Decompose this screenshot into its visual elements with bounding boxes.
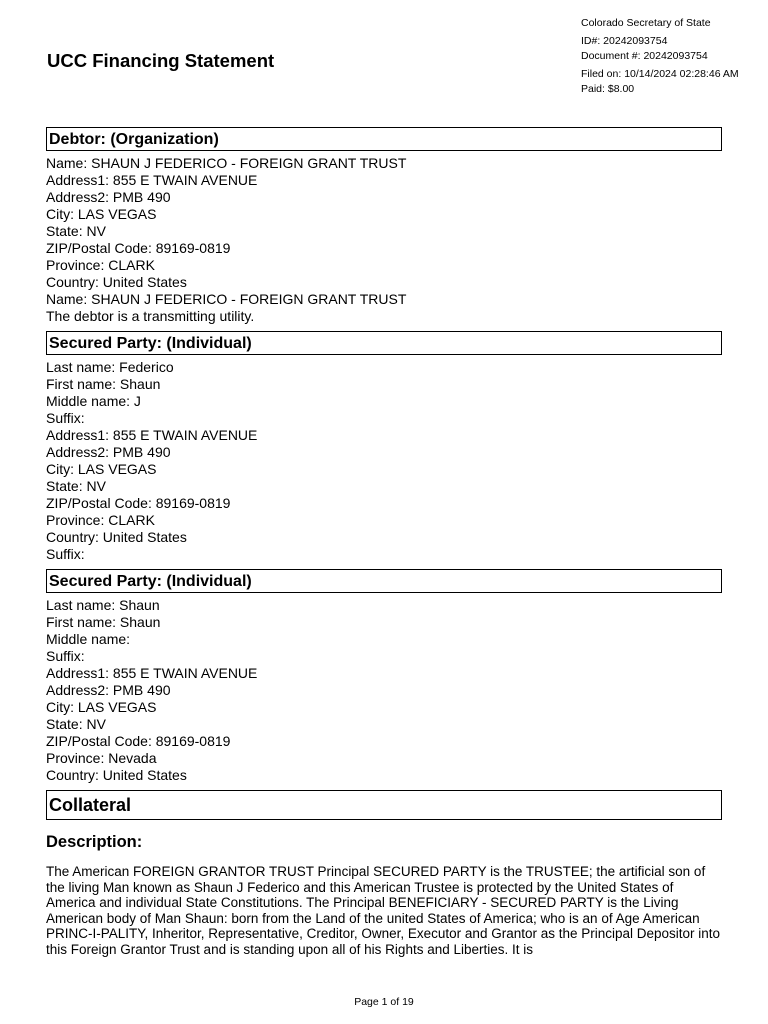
field-line: State: NV [46,716,106,732]
field-line: Country: United States [46,529,187,545]
field-line: Province: CLARK [46,257,155,273]
field-line: City: LAS VEGAS [46,461,157,477]
collateral-section-heading: Collateral [46,790,722,820]
secured-party-1-heading: Secured Party: (Individual) [46,331,722,355]
office-name: Colorado Secretary of State [581,17,711,29]
field-line: ZIP/Postal Code: 89169-0819 [46,733,231,749]
description-heading: Description: [46,833,143,851]
field-line: Country: United States [46,767,187,783]
secured-party-2-fields [46,597,722,784]
field-line: Last name: Federico [46,359,174,375]
field-line: Suffix: [46,648,85,664]
field-line: Country: United States [46,274,187,290]
field-line: First name: Shaun [46,376,161,392]
field-line: Address1: 855 E TWAIN AVENUE [46,665,258,681]
paid-amount: Paid: $8.00 [581,83,635,95]
field-line: Suffix: [46,410,85,426]
field-line: Address2: PMB 490 [46,189,171,205]
filing-id: ID#: 20242093754 [581,35,668,47]
field-line: Province: CLARK [46,512,155,528]
filed-on: Filed on: 10/14/2024 02:28:46 AM [581,68,739,80]
field-line: Address2: PMB 490 [46,444,171,460]
field-line: Last name: Shaun [46,597,160,613]
field-line: City: LAS VEGAS [46,206,157,222]
description-text: The American FOREIGN GRANTOR TRUST Principal SECURED PARTY is the TRUSTEE; the artificial son of the living Man known as Shaun J Federico and this American Trustee is protected by the United States of America and individual State Constitutions. The Principal BENEFICIARY - SECURED PARTY is the Living American body of Man Shaun: born from the Land of the united States of America; who is an of Age American PRINC-I-PALITY, Inheritor, Representative, Creditor, Owner, Executor and Grantor as the Principal Depositor into this Foreign Grantor Trust and is standing upon all of his Rights and Liberties. It is [46,864,721,957]
field-line: ZIP/Postal Code: 89169-0819 [46,495,231,511]
filing-metadata [581,16,739,97]
field-line: Name: SHAUN J FEDERICO - FOREIGN GRANT TRUST [46,155,407,171]
field-line: Address1: 855 E TWAIN AVENUE [46,427,258,443]
secured-party-2-heading: Secured Party: (Individual) [46,569,722,593]
field-line: Province: Nevada [46,750,157,766]
field-line: Suffix: [46,546,85,562]
debtor-section-heading: Debtor: (Organization) [46,127,722,151]
page-number: Page 1 of 19 [354,996,414,1008]
debtor-fields [46,155,722,325]
field-line: City: LAS VEGAS [46,699,157,715]
field-line: Address2: PMB 490 [46,682,171,698]
secured-party-1-fields [46,359,722,563]
field-line: Address1: 855 E TWAIN AVENUE [46,172,258,188]
field-line: The debtor is a transmitting utility. [46,308,255,324]
field-line: State: NV [46,223,106,239]
field-line: Name: SHAUN J FEDERICO - FOREIGN GRANT TRUST [46,291,407,307]
field-line: ZIP/Postal Code: 89169-0819 [46,240,231,256]
field-line: State: NV [46,478,106,494]
document-title: UCC Financing Statement [47,50,275,71]
document-body [46,127,722,957]
document-number: Document #: 20242093754 [581,50,708,62]
field-line: Middle name: J [46,393,141,409]
field-line: First name: Shaun [46,614,161,630]
field-line: Middle name: [46,631,131,647]
